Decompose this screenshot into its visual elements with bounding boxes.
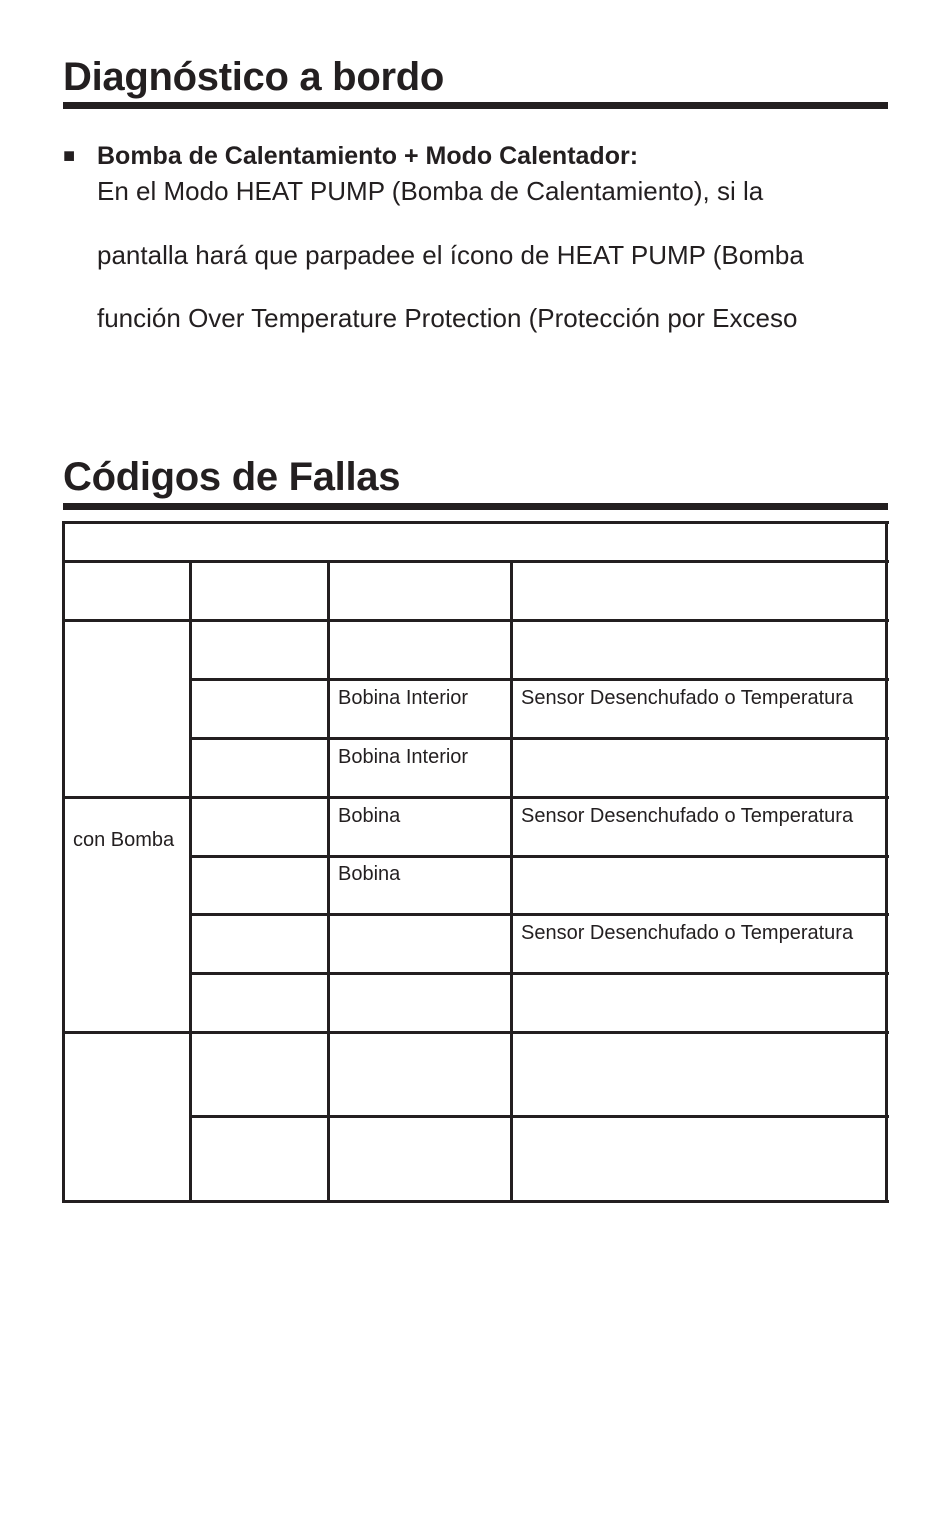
- table-row-line: [62, 619, 889, 622]
- table-row-line: [62, 1031, 889, 1034]
- bullet-heading: Bomba de Calentamiento + Modo Calentador:: [97, 142, 639, 170]
- section-title-fault-codes: Códigos de Fallas: [63, 455, 401, 499]
- bullet-square-icon: ■: [63, 145, 76, 167]
- paragraph-line: En el Modo HEAT PUMP (Bomba de Calentamiento), si la: [97, 176, 764, 206]
- table-cell-component: Bobina: [338, 805, 401, 827]
- table-cell-description: Sensor Desenchufado o Temperatura: [521, 805, 854, 827]
- table-border-left: [62, 521, 65, 1203]
- table-border-top: [62, 521, 889, 524]
- table-row-line: [62, 560, 889, 563]
- section-title-onboard-diagnostics: Diagnóstico a bordo: [63, 55, 444, 99]
- table-row-line: [62, 796, 889, 799]
- table-cell-component: Bobina Interior: [338, 746, 469, 768]
- table-row-line: [189, 737, 889, 740]
- table-cell-description: Sensor Desenchufado o Temperatura: [521, 687, 854, 709]
- table-border-bottom: [62, 1200, 889, 1203]
- table-row-line: [189, 913, 889, 916]
- table-border-right: [885, 521, 888, 1203]
- table-cell-description: Sensor Desenchufado o Temperatura: [521, 922, 854, 944]
- table-row-line: [189, 1115, 889, 1118]
- title-underline: [63, 102, 888, 109]
- title-underline: [63, 503, 888, 510]
- table-cell-component: Bobina Interior: [338, 687, 469, 709]
- table-column-line: [327, 561, 330, 1203]
- table-cell-component: Bobina: [338, 863, 401, 885]
- table-row-line: [189, 855, 889, 858]
- paragraph-line: pantalla hará que parpadee el ícono de HEAT PUMP (Bomba: [97, 240, 804, 270]
- table-column-line: [189, 561, 192, 1203]
- table-row-line: [189, 972, 889, 975]
- table-row-line: [189, 678, 889, 681]
- table-column-line: [510, 561, 513, 1203]
- table-cell-group-label: con Bomba: [73, 829, 175, 851]
- paragraph-line: función Over Temperature Protection (Protección por Exceso: [97, 303, 798, 333]
